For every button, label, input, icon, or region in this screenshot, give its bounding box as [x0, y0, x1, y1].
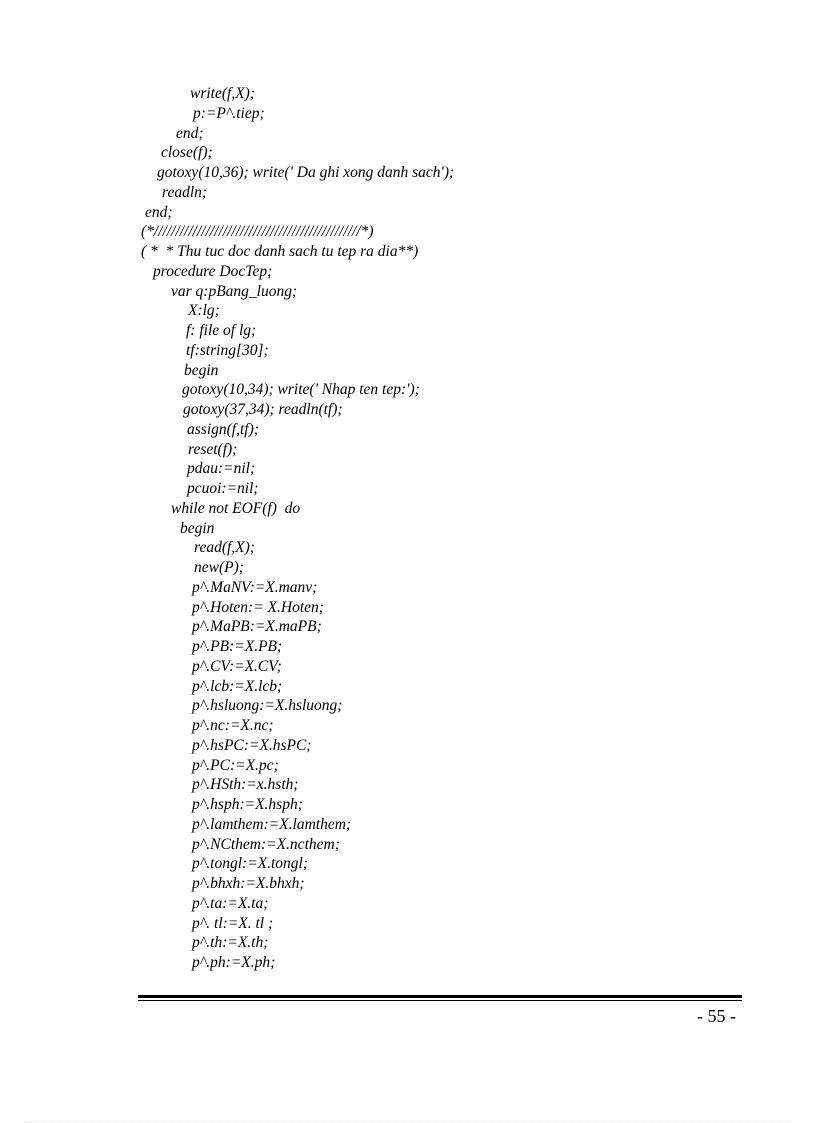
code-line: p^.lcb:=X.lcb;: [192, 677, 283, 695]
code-line: p^.NCthem:=X.ncthem;: [192, 835, 340, 853]
code-line: end;: [145, 203, 173, 221]
code-line: read(f,X);: [194, 539, 255, 557]
code-line: p^.hsph:=X.hsph;: [192, 796, 303, 813]
code-line: p^. tl:=X. tl ;: [192, 914, 274, 932]
code-line: (*////////////////////////////////////////////////*): [141, 223, 374, 241]
code-line: p:=P^.tiep;: [193, 104, 265, 122]
code-line: pdau:=nil;: [187, 460, 256, 478]
footer-rule-thick: [138, 995, 742, 998]
code-line: reset(f);: [188, 440, 238, 458]
code-line: p^.Hoten:= X.Hoten;: [192, 598, 324, 616]
code-line: while not EOF(f) do: [171, 499, 301, 517]
code-line: tf:string[30];: [186, 341, 269, 359]
code-line: new(P);: [194, 559, 244, 576]
code-line: p^.tongl:=X.tongl;: [192, 855, 309, 873]
code-line: p^.ta:=X.ta;: [192, 894, 269, 912]
code-line: p^.HSth:=x.hsth;: [192, 776, 299, 794]
code-line: p^.MaNV:=X.manv;: [192, 578, 318, 596]
code-line: assign(f,tf);: [187, 420, 259, 438]
code-line: p^.hsluong:=X.hsluong;: [192, 697, 343, 715]
code-line: end;: [176, 124, 204, 142]
code-line: write(f,X);: [190, 85, 255, 102]
code-line: p^.PC:=X.pc;: [192, 756, 279, 774]
code-line: f: file of lg;: [186, 322, 257, 339]
code-line: gotoxy(37,34); readln(tf);: [183, 401, 343, 418]
code-line: begin: [180, 519, 215, 537]
code-line: gotoxy(10,36); write(' Da ghi xong danh sach');: [157, 164, 455, 181]
code-line: p^.CV:=X.CV;: [192, 657, 282, 675]
code-line: X:lg;: [188, 302, 220, 320]
code-line: p^.ph:=X.ph;: [192, 954, 276, 971]
page-edge-dots: [24, 1121, 792, 1122]
code-line: procedure DocTep;: [153, 262, 273, 280]
code-line: p^.MaPB:=X.maPB;: [192, 618, 322, 636]
code-line: begin: [184, 361, 219, 379]
code-line: p^.lamthem:=X.lamthem;: [192, 815, 352, 833]
code-line: close(f);: [161, 144, 213, 162]
code-line: p^.hsPC:=X.hsPC;: [192, 736, 312, 754]
code-line: pcuoi:=nil;: [187, 480, 259, 497]
code-line: ( * * Thu tuc doc danh sach tu tep ra dia**): [141, 243, 419, 260]
code-line: p^.th:=X.th;: [192, 934, 269, 952]
code-line: p^.bhxh:=X.bhxh;: [192, 875, 305, 892]
code-line: gotoxy(10,34); write(' Nhap ten tep:');: [182, 381, 420, 399]
page-number: - 55 -: [697, 1006, 736, 1026]
code-line: p^.PB:=X.PB;: [192, 638, 283, 655]
footer-rule-thin: [138, 1000, 742, 1001]
code-line: readln;: [162, 183, 208, 201]
code-line: p^.nc:=X.nc;: [192, 717, 274, 734]
code-line: var q:pBang_luong;: [171, 282, 298, 300]
